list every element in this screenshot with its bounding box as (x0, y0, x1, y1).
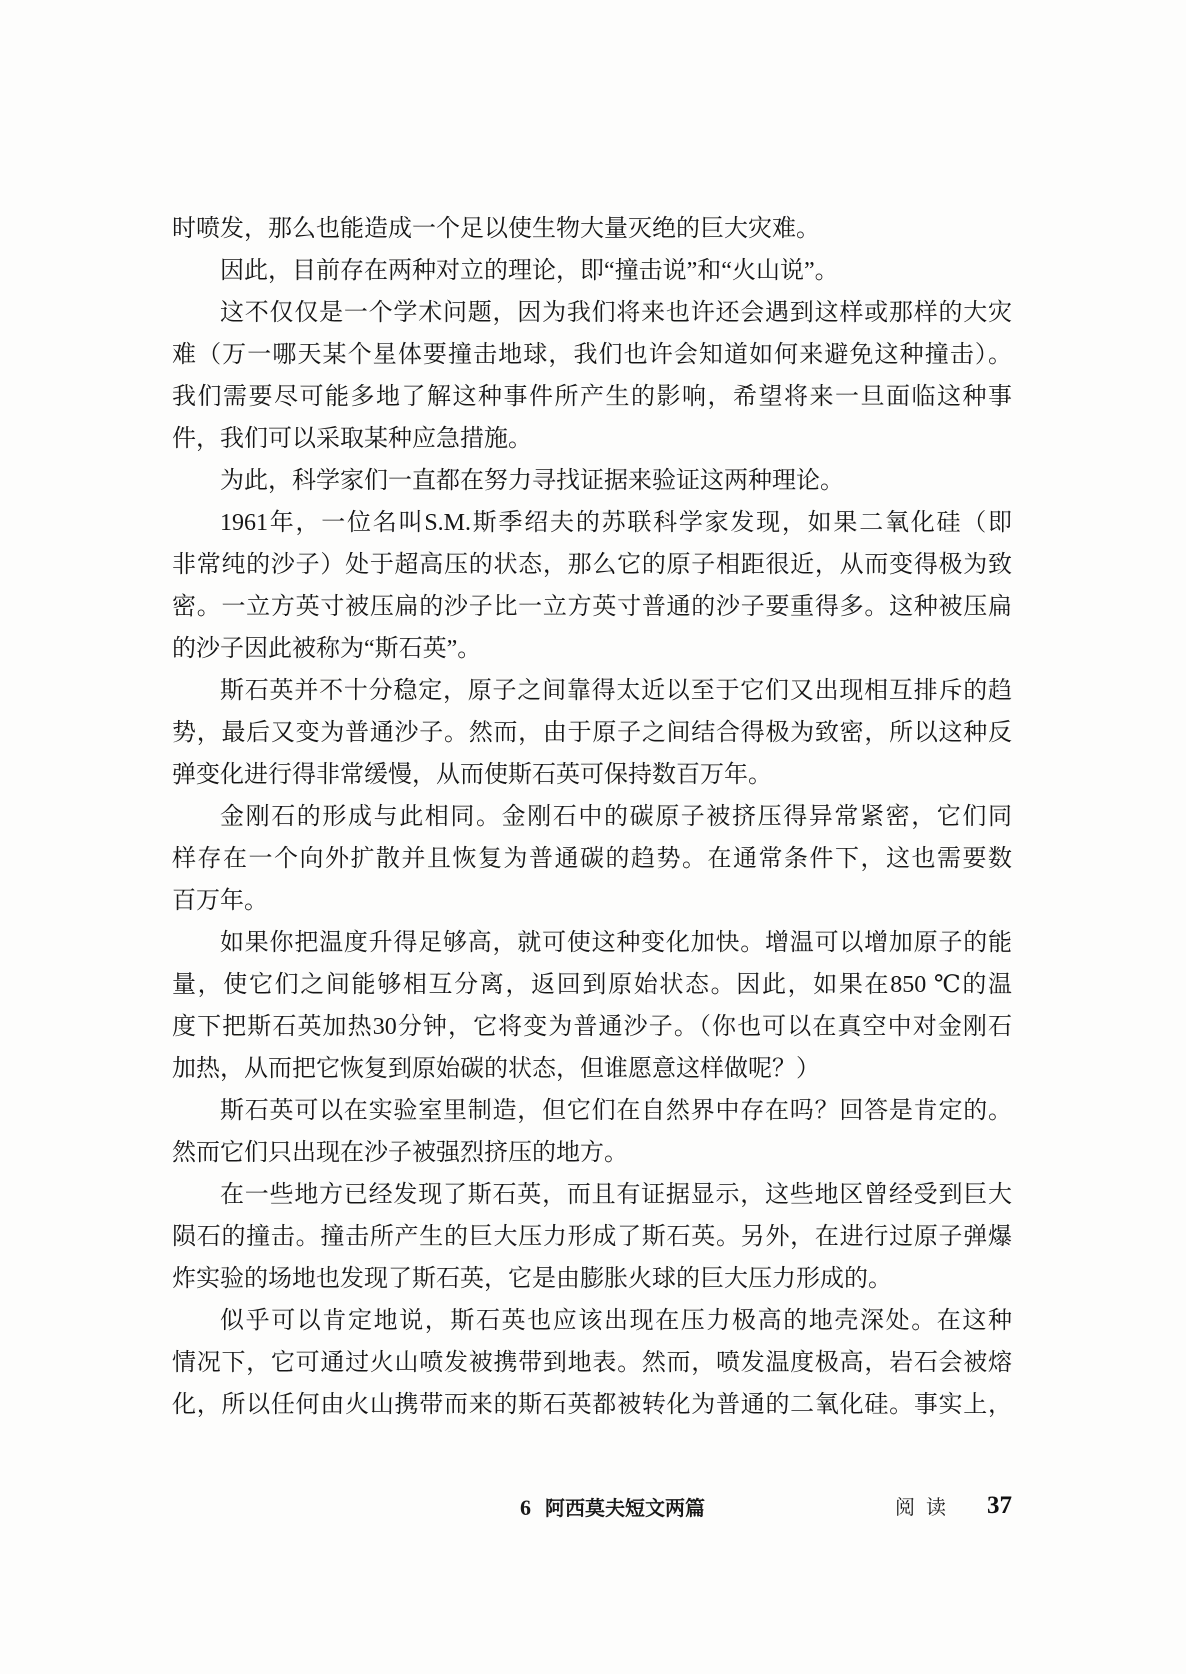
section-label: 阅读 (895, 1497, 957, 1519)
text-line: 势，最后又变为普通沙子。然而，由于原子之间结合得极为致密，所以这种反 (172, 720, 1012, 746)
text-line: 度下把斯石英加热30分钟，它将变为普通沙子。（你也可以在真空中对金刚石 (172, 1014, 1012, 1040)
text-line: 密。一立方英寸被压扁的沙子比一立方英寸普通的沙子要重得多。这种被压扁 (172, 594, 1012, 620)
lesson-heading (520, 1486, 705, 1531)
text-line: 斯石英可以在实验室里制造，但它们在自然界中存在吗？回答是肯定的。 (220, 1098, 1012, 1124)
text-line: 我们需要尽可能多地了解这种事件所产生的影响，希望将来一旦面临这种事 (172, 384, 1012, 410)
lesson-number: 6 (520, 1495, 531, 1520)
text-line: 情况下，它可通过火山喷发被携带到地表。然而，喷发温度极高，岩石会被熔 (172, 1350, 1012, 1376)
text-line: 为此，科学家们一直都在努力寻找证据来验证这两种理论。 (220, 468, 844, 494)
text-line: 的沙子因此被称为“斯石英”。 (172, 636, 482, 662)
text-line: 在一些地方已经发现了斯石英，而且有证据显示，这些地区曾经受到巨大 (220, 1182, 1012, 1208)
text-line: 样存在一个向外扩散并且恢复为普通碳的趋势。在通常条件下，这也需要数 (172, 846, 1012, 872)
text-line: 件，我们可以采取某种应急措施。 (172, 426, 532, 452)
text-line: 这不仅仅是一个学术问题，因为我们将来也许还会遇到这样或那样的大灾 (220, 300, 1012, 326)
text-line: 金刚石的形成与此相同。金刚石中的碳原子被挤压得异常紧密，它们同 (220, 804, 1012, 830)
text-line: 弹变化进行得非常缓慢，从而使斯石英可保持数百万年。 (172, 762, 772, 788)
text-line: 量，使它们之间能够相互分离，返回到原始状态。因此，如果在850 ℃的温 (172, 972, 1012, 998)
text-line: 斯石英并不十分稳定，原子之间靠得太近以至于它们又出现相互排斥的趋 (220, 678, 1012, 704)
text-line: 然而它们只出现在沙子被强烈挤压的地方。 (172, 1140, 628, 1166)
text-line: 似乎可以肯定地说，斯石英也应该出现在压力极高的地壳深处。在这种 (220, 1308, 1012, 1334)
text-line: 如果你把温度升得足够高，就可使这种变化加快。增温可以增加原子的能 (220, 930, 1012, 956)
lesson-title: 阿西莫夫短文两篇 (545, 1498, 705, 1520)
text-line: 百万年。 (172, 888, 268, 914)
text-line: 因此，目前存在两种对立的理论，即“撞击说”和“火山说”。 (220, 258, 839, 284)
text-line: 炸实验的场地也发现了斯石英，它是由膨胀火球的巨大压力形成的。 (172, 1266, 892, 1292)
text-line: 难（万一哪天某个星体要撞击地球，我们也许会知道如何来避免这种撞击）。 (172, 342, 1012, 368)
text-line: 时喷发，那么也能造成一个足以使生物大量灭绝的巨大灾难。 (172, 216, 820, 242)
text-line: 陨石的撞击。撞击所产生的巨大压力形成了斯石英。另外，在进行过原子弹爆 (172, 1224, 1012, 1250)
text-block (172, 208, 1012, 1426)
text-line: 1961年，一位名叫S.M.斯季绍夫的苏联科学家发现，如果二氧化硅（即 (220, 510, 1012, 536)
page-number: 37 (987, 1492, 1012, 1519)
text-line: 非常纯的沙子）处于超高压的状态，那么它的原子相距很近，从而变得极为致 (172, 552, 1012, 578)
page-footer (172, 1486, 1012, 1530)
text-line: 加热，从而把它恢复到原始碳的状态，但谁愿意这样做呢？） (172, 1056, 820, 1082)
text-line: 化，所以任何由火山携带而来的斯石英都被转化为普通的二氧化硅。事实上， (172, 1392, 1012, 1418)
